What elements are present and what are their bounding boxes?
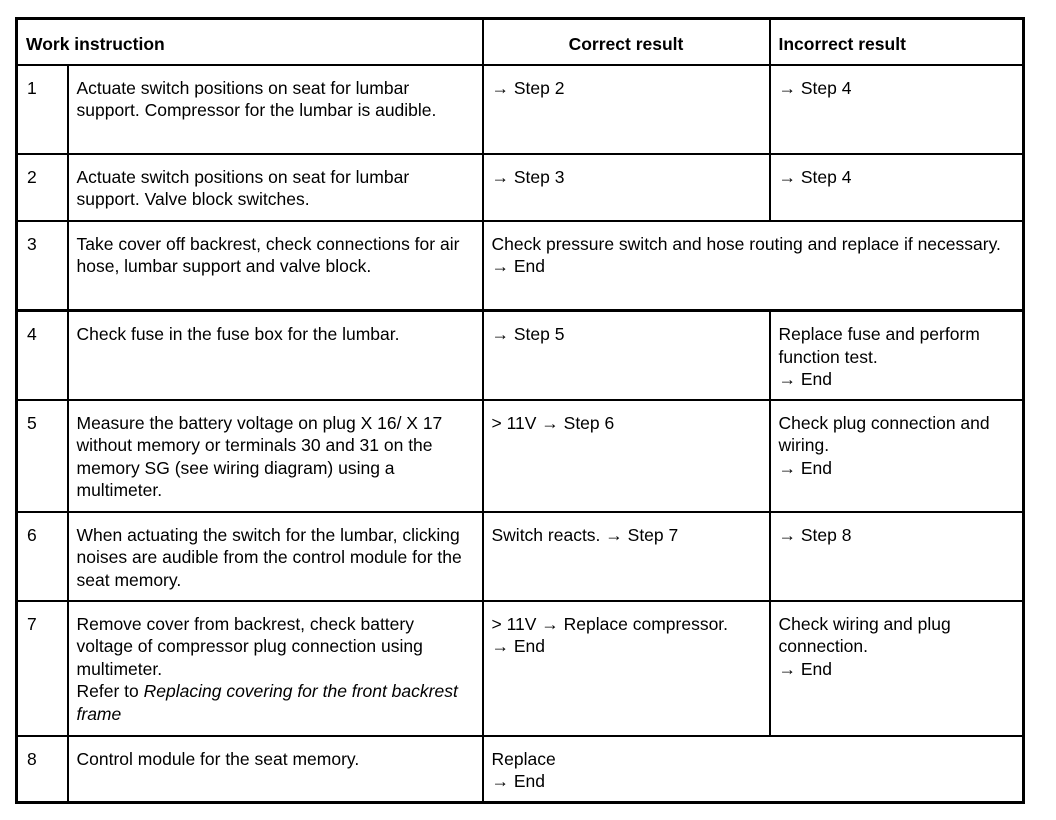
step-number: 4: [17, 311, 68, 400]
incorrect-result: [770, 601, 1024, 736]
incorrect-result-end: → End: [778, 369, 832, 389]
step-instruction: Take cover off backrest, check connections for air hose, lumbar support and valve block.: [68, 221, 483, 311]
combined-result: [483, 221, 1024, 311]
step-instruction: Actuate switch positions on seat for lumbar support. Valve block switches.: [68, 154, 483, 221]
step-instruction: Check fuse in the fuse box for the lumbar.: [68, 311, 483, 400]
correct-result: > 11V → Step 6: [483, 400, 770, 512]
table-row: [17, 221, 1024, 311]
step-instruction: Actuate switch positions on seat for lumbar support. Compressor for the lumbar is audible.: [68, 65, 483, 154]
step-number: 7: [17, 601, 68, 736]
correct-result: → Step 2: [483, 65, 770, 154]
incorrect-result: → Step 4: [770, 154, 1024, 221]
correct-result-text: > 11V → Replace compressor.: [491, 613, 729, 634]
table-row: [17, 601, 1024, 736]
work-instruction-table: [15, 17, 1025, 804]
incorrect-result: [770, 311, 1024, 400]
combined-result-end: → End: [491, 256, 545, 276]
combined-result: [483, 736, 1024, 803]
table-row: [17, 311, 1024, 400]
table-row: [17, 400, 1024, 512]
header-correct-result: Correct result: [483, 19, 770, 65]
correct-result: [483, 601, 770, 736]
step-instruction: Control module for the seat memory.: [68, 736, 483, 803]
combined-result-text: Check pressure switch and hose routing and replace if necessary.: [491, 233, 1001, 254]
step-number: 8: [17, 736, 68, 803]
step-instruction-text: Remove cover from backrest, check battery voltage of compressor plug connection using multimeter.: [76, 613, 423, 679]
incorrect-result: → Step 8: [770, 512, 1024, 601]
step-instruction: [68, 601, 483, 736]
combined-result-end: → End: [491, 771, 545, 791]
incorrect-result-text: Check plug connection and wiring.: [778, 412, 990, 455]
combined-result-text: Replace: [491, 748, 556, 769]
incorrect-result: → Step 4: [770, 65, 1024, 154]
step-number: 5: [17, 400, 68, 512]
refer-line: [77, 680, 474, 725]
incorrect-result: [770, 400, 1024, 512]
incorrect-result-text: Check wiring and plug connection.: [778, 613, 951, 656]
incorrect-result-end: → End: [778, 457, 832, 478]
correct-result: Switch reacts. → Step 7: [483, 512, 770, 601]
table-row: [17, 512, 1024, 601]
step-instruction: When actuating the switch for the lumbar, clicking noises are audible from the control module for the seat memory.: [68, 512, 483, 601]
correct-result-end: → End: [491, 636, 545, 656]
step-number: 2: [17, 154, 68, 221]
step-number: 1: [17, 65, 68, 154]
table-row: [17, 65, 1024, 154]
step-number: 3: [17, 221, 68, 311]
step-instruction: Measure the battery voltage on plug X 16/ X 17 without memory or terminals 30 and 31 on the memory SG (see wiring diagram) using a multimeter.: [68, 400, 483, 512]
header-incorrect-result: Incorrect result: [770, 19, 1024, 65]
table-row: [17, 154, 1024, 221]
table-row: [17, 736, 1024, 803]
step-number: 6: [17, 512, 68, 601]
refer-link[interactable]: Replacing covering for the front backrest frame: [76, 681, 458, 724]
correct-result: → Step 3: [483, 154, 770, 221]
table-header-row: [17, 19, 1024, 65]
incorrect-result-text: Replace fuse and perform function test.: [778, 324, 980, 367]
refer-prefix: Refer to: [76, 681, 144, 701]
header-work-instruction: Work instruction: [17, 19, 483, 65]
correct-result: → Step 5: [483, 311, 770, 400]
incorrect-result-end: → End: [778, 658, 832, 679]
